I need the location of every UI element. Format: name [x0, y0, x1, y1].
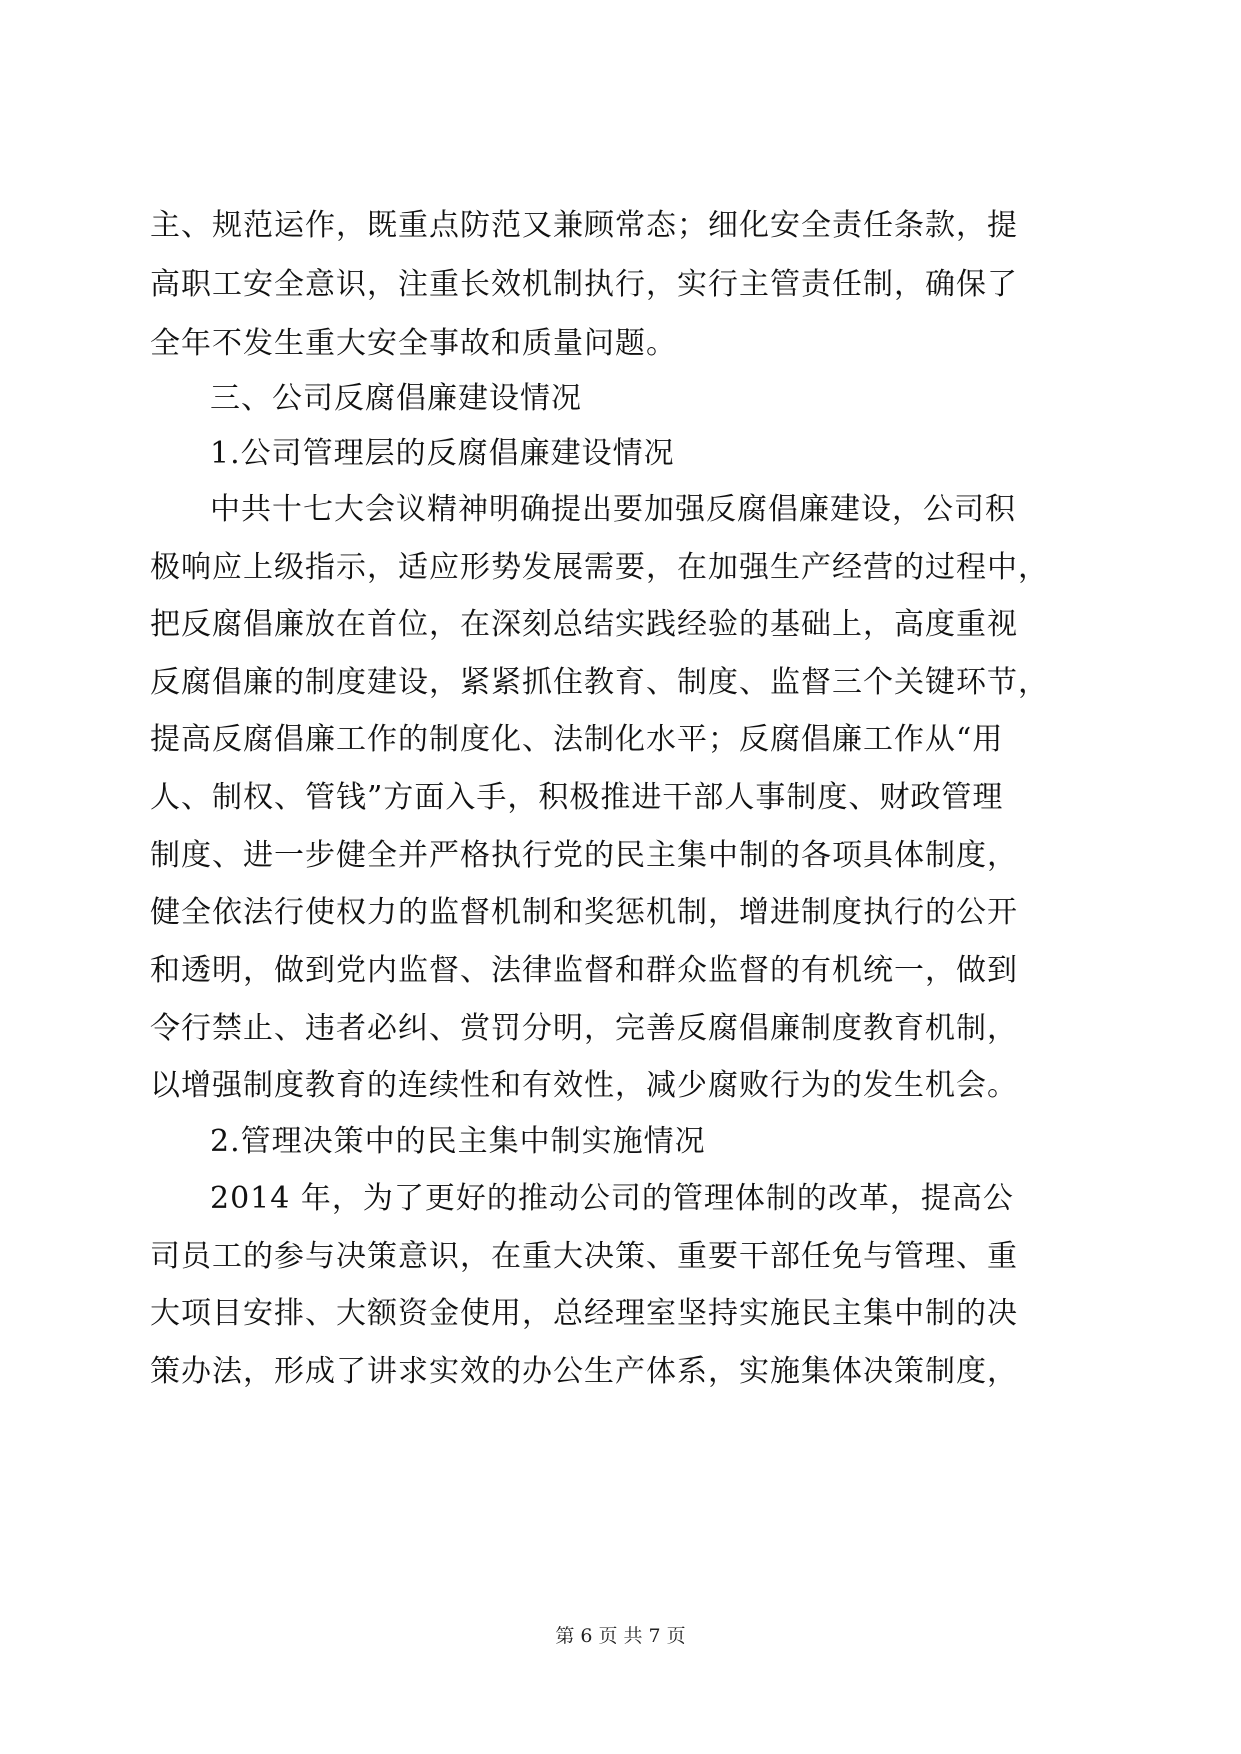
text-line: 把反腐倡廉放在首位，在深刻总结实践经验的基础上，高度重视 [150, 607, 1018, 642]
text-line: 人、制权、管钱”方面入手，积极推进干部人事制度、财政管理 [150, 780, 1004, 815]
text-line: 和透明，做到党内监督、法律监督和群众监督的有机统一，做到 [150, 953, 1018, 988]
text-line: 大项目安排、大额资金使用，总经理室坚持实施民主集中制的决 [150, 1296, 1018, 1331]
text-line: 极响应上级指示，适应形势发展需要，在加强生产经营的过程中， [150, 550, 1049, 585]
page-number-footer: 第 6 页 共 7 页 [555, 1625, 686, 1647]
text-line: 全年不发生重大安全事故和质量问题。 [150, 326, 677, 361]
text-line: 高职工安全意识，注重长效机制执行，实行主管责任制，确保了 [150, 267, 1018, 302]
section-heading: 三、公司反腐倡廉建设情况 [210, 381, 582, 416]
text-line: 提高反腐倡廉工作的制度化、法制化水平；反腐倡廉工作从“用 [150, 722, 1004, 757]
text-line: 司员工的参与决策意识，在重大决策、重要干部任免与管理、重 [150, 1239, 1018, 1274]
subsection-heading: 2.管理决策中的民主集中制实施情况 [210, 1124, 706, 1159]
text-line: 主、规范运作，既重点防范又兼顾常态；细化安全责任条款，提 [150, 208, 1018, 243]
text-line: 健全依法行使权力的监督机制和奖惩机制，增进制度执行的公开 [150, 895, 1018, 930]
text-line: 策办法，形成了讲求实效的办公生产体系，实施集体决策制度， [150, 1354, 1018, 1389]
text-line: 以增强制度教育的连续性和有效性，减少腐败行为的发生机会。 [150, 1068, 1018, 1103]
text-line: 中共十七大会议精神明确提出要加强反腐倡廉建设，公司积 [210, 492, 1016, 527]
text-line: 令行禁止、违者必纠、赏罚分明，完善反腐倡廉制度教育机制， [150, 1011, 1018, 1046]
text-line: 反腐倡廉的制度建设，紧紧抓住教育、制度、监督三个关键环节， [150, 665, 1049, 700]
text-line: 制度、进一步健全并严格执行党的民主集中制的各项具体制度， [150, 838, 1018, 873]
text-line: 2014 年，为了更好的推动公司的管理体制的改革，提高公 [210, 1181, 1014, 1216]
subsection-heading: 1.公司管理层的反腐倡廉建设情况 [210, 436, 675, 471]
